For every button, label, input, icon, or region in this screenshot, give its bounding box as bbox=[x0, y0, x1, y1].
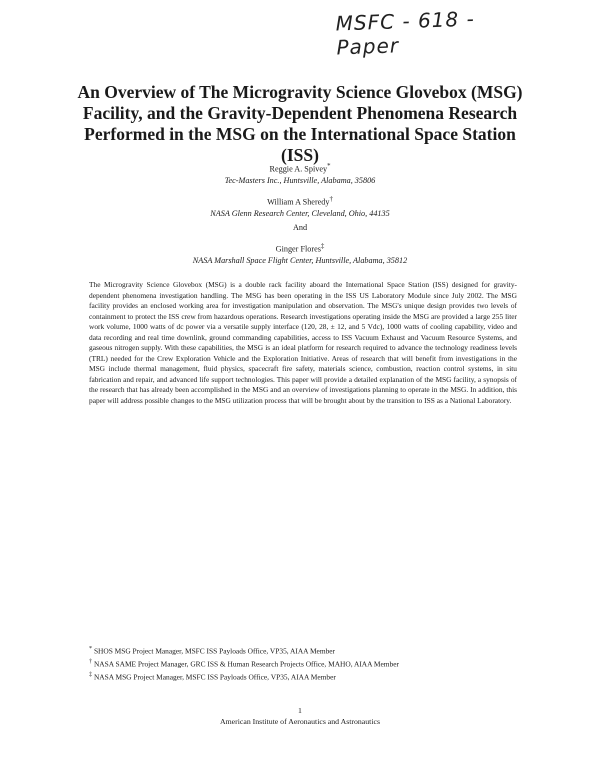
author-block-3 bbox=[60, 241, 540, 266]
page-number: 1 bbox=[298, 706, 302, 715]
footnote: * SHOS MSG Project Manager, MSFC ISS Payloads Office, VP35, AIAA Member bbox=[89, 646, 336, 656]
footnote: † NASA SAME Project Manager, GRC ISS & Human Research Projects Office, MAHO, AIAA Member bbox=[89, 658, 399, 669]
author-affiliation: NASA Marshall Space Flight Center, Huntsville, Alabama, 35812 bbox=[192, 255, 408, 265]
author-name: William A Sheredy† bbox=[267, 196, 333, 207]
author-block-2 bbox=[60, 194, 540, 219]
footnote: ‡ NASA MSG Project Manager, MSFC ISS Payloads Office, VP35, AIAA Member bbox=[89, 671, 336, 682]
footnotes bbox=[89, 644, 519, 683]
handwritten-annotation: MSFC - 618 - Paper bbox=[335, 6, 476, 60]
and-separator: And bbox=[292, 223, 308, 232]
author-name: Ginger Flores‡ bbox=[275, 243, 325, 254]
page-footer: American Institute of Aeronautics and Astronautics bbox=[219, 717, 380, 726]
abstract-paragraph: The Microgravity Science Glovebox (MSG) is a double rack facility aboard the International Space Station (ISS) designed for gravity-dependent phenomena investigation handling. The MSG has been operating in the ISS US Laboratory Module since July 2002. The MSG facility provides an enclosed working area for investigation manipulation and observation. The MSG's unique design provides two levels of containment to protect the ISS crew from hazardous operations. Research investigations operating inside the MSG are provided a large 255 liter work volume, 1000 watts of dc power via a versatile supply interface (120, 28, ± 12, and 5 Vdc), 1000 watts of cooling capability, video and data recording and real time downlink, ground commanding capabilities, access to ISS Vacuum Exhaust and Vacuum Resource Systems, and gaseous nitrogen supply. With these capabilities, the MSG is an ideal platform for research required to advance the technology readiness levels (TRL) needed for the Crew Exploration Vehicle and the Exploration Initiative. Areas of research that will benefit from investigations in the MSG include thermal management, fluid physics, spacecraft fire safety, materials science, combustion, reaction control systems, in situ fabrication and repair, and advanced life support technologies. This paper will provide a detailed explanation of the MSG facility, a synopsis of the research that has already been accomplished in the MSG and an overview of investigations planning to operate in the MSG. In addition, this paper will address possible changes to the MSG utilization process that will be brought about by the transition to ISS as a National Laboratory. bbox=[89, 280, 517, 405]
author-name: Reggie A. Spivey* bbox=[269, 163, 331, 174]
author-affiliation: NASA Glenn Research Center, Cleveland, Ohio, 44135 bbox=[210, 208, 390, 218]
author-affiliation: Tec-Masters Inc., Huntsville, Alabama, 35806 bbox=[224, 175, 376, 185]
paper-title: An Overview of The Microgravity Science Glovebox (MSG) Facility, and the Gravity-Dependent Phenomena Research Performed in the MSG on the International Space Station (ISS) bbox=[77, 82, 523, 165]
author-block-1 bbox=[60, 161, 540, 186]
